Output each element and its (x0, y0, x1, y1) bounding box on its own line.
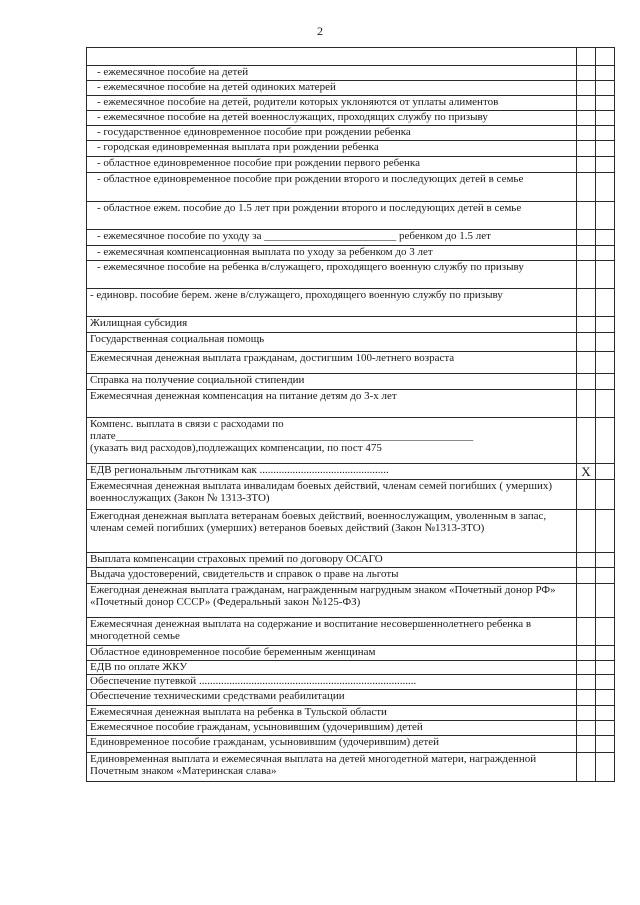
selection-checkbox-cell[interactable] (577, 230, 596, 246)
benefit-label: Ежегодная денежная выплата ветеранам боевых действий, военнослужащим, уволенным в запас, членам семей погибших (умерших) ветеранов боевых действий (Закон №1313-ЗТО) (87, 510, 577, 553)
selection-checkbox-cell[interactable] (577, 141, 596, 157)
selection-checkbox-cell[interactable] (577, 584, 596, 618)
blank-cell (596, 618, 615, 646)
table-row (87, 66, 615, 81)
benefit-label: ЕДВ региональным льготникам как ............................................... (87, 464, 577, 480)
selection-checkbox-cell[interactable]: X (577, 464, 596, 480)
table-row (87, 553, 615, 568)
blank-cell (596, 48, 615, 66)
benefit-label: - государственное единовременное пособие при рождении ребенка (87, 126, 577, 141)
benefit-label: Справка на получение социальной стипендии (87, 374, 577, 390)
blank-cell (596, 390, 615, 418)
selection-checkbox-cell[interactable] (577, 418, 596, 464)
selection-checkbox-cell[interactable] (577, 618, 596, 646)
selection-checkbox-cell[interactable] (577, 81, 596, 96)
table-row (87, 661, 615, 675)
blank-cell (596, 111, 615, 126)
table-row (87, 333, 615, 352)
benefit-label: Обеспечение путевкой ............................................................................... (87, 675, 577, 690)
benefit-label: Обеспечение техническими средствами реабилитации (87, 690, 577, 706)
table-row (87, 81, 615, 96)
selection-checkbox-cell[interactable] (577, 317, 596, 333)
benefit-label: Компенс. выплата в связи с расходами по плате_________________________________________________________________ (указать вид расходов),подлежащих компенсации, по пост 475 (87, 418, 577, 464)
table-row (87, 230, 615, 246)
selection-checkbox-cell[interactable] (577, 374, 596, 390)
benefit-label: Ежемесячное пособие гражданам, усыновившим (удочерившим) детей (87, 721, 577, 736)
benefit-label: - ежемесячная компенсационная выплата по уходу за ребенком до 3 лет (87, 246, 577, 261)
benefit-label: - ежемесячное пособие на детей, родители которых уклоняются от уплаты алиментов (87, 96, 577, 111)
selection-checkbox-cell[interactable] (577, 246, 596, 261)
blank-cell (596, 352, 615, 374)
selection-checkbox-cell[interactable] (577, 352, 596, 374)
blank-cell (596, 480, 615, 510)
benefit-label: Ежемесячная денежная выплата на содержание и воспитание несовершеннолетнего ребенка в многодетной семье (87, 618, 577, 646)
table-row (87, 736, 615, 753)
benefit-label: Ежемесячная денежная выплата гражданам, достигшим 100-летнего возраста (87, 352, 577, 374)
table-row (87, 418, 615, 464)
blank-cell (596, 317, 615, 333)
selection-checkbox-cell[interactable] (577, 721, 596, 736)
blank-cell (596, 753, 615, 782)
benefit-label: - областное единовременное пособие при рождении второго и последующих детей в семье (87, 173, 577, 202)
selection-checkbox-cell[interactable] (577, 753, 596, 782)
blank-cell (596, 646, 615, 661)
table-row (87, 390, 615, 418)
selection-checkbox-cell[interactable] (577, 173, 596, 202)
benefit-label: Областное единовременное пособие беременным женщинам (87, 646, 577, 661)
table-row (87, 111, 615, 126)
blank-cell (596, 246, 615, 261)
blank-cell (596, 81, 615, 96)
benefit-label: Выдача удостоверений, свидетельств и справок о праве на льготы (87, 568, 577, 584)
selection-checkbox-cell[interactable] (577, 736, 596, 753)
table-row (87, 646, 615, 661)
table-row (87, 246, 615, 261)
table-row (87, 618, 615, 646)
selection-checkbox-cell[interactable] (577, 706, 596, 721)
selection-checkbox-cell[interactable] (577, 675, 596, 690)
table-row (87, 374, 615, 390)
table-row (87, 753, 615, 782)
blank-cell (596, 202, 615, 230)
benefit-label: - областное ежем. пособие до 1.5 лет при рождении второго и последующих детей в семье (87, 202, 577, 230)
blank-cell (596, 661, 615, 675)
benefit-label: Единовременное пособие гражданам, усыновившим (удочерившим) детей (87, 736, 577, 753)
benefit-label: Единовременная выплата и ежемесячная выплата на детей многодетной матери, награжденной Почетным знаком «Материнская слава» (87, 753, 577, 782)
selection-checkbox-cell[interactable] (577, 661, 596, 675)
blank-cell (596, 553, 615, 568)
benefit-label: - единовр. пособие берем. жене в/служащего, проходящего военную службу по призыву (87, 289, 577, 317)
page-number: 2 (317, 24, 323, 38)
blank-cell (596, 464, 615, 480)
selection-checkbox-cell[interactable] (577, 553, 596, 568)
selection-checkbox-cell[interactable] (577, 126, 596, 141)
blank-cell (596, 690, 615, 706)
benefit-label: Ежемесячная денежная выплата на ребенка в Тульской области (87, 706, 577, 721)
selection-checkbox-cell[interactable] (577, 66, 596, 81)
blank-cell (596, 66, 615, 81)
benefit-label: - ежемесячное пособие по уходу за ________________________ ребенком до 1.5 лет (87, 230, 577, 246)
benefit-label: Ежемесячная денежная компенсация на питание детям до 3-х лет (87, 390, 577, 418)
benefits-table-body (87, 48, 615, 782)
selection-checkbox-cell[interactable] (577, 261, 596, 289)
table-row (87, 96, 615, 111)
selection-checkbox-cell[interactable] (577, 568, 596, 584)
blank-cell (596, 721, 615, 736)
benefit-label (87, 48, 577, 66)
blank-cell (596, 706, 615, 721)
table-row (87, 510, 615, 553)
blank-cell (596, 261, 615, 289)
blank-cell (596, 141, 615, 157)
blank-cell (596, 675, 615, 690)
table-row (87, 157, 615, 173)
blank-cell (596, 289, 615, 317)
blank-cell (596, 584, 615, 618)
table-row (87, 584, 615, 618)
benefit-label: - городская единовременная выплата при рождении ребенка (87, 141, 577, 157)
blank-cell (596, 173, 615, 202)
benefit-label: Жилищная субсидия (87, 317, 577, 333)
selection-checkbox-cell[interactable] (577, 690, 596, 706)
benefit-label: - ежемесячное пособие на детей (87, 66, 577, 81)
table-row (87, 706, 615, 721)
table-row (87, 675, 615, 690)
benefit-label: Выплата компенсации страховых премий по договору ОСАГО (87, 553, 577, 568)
table-row (87, 568, 615, 584)
table-row (87, 141, 615, 157)
selection-checkbox-cell[interactable] (577, 111, 596, 126)
selection-checkbox-cell[interactable] (577, 289, 596, 317)
benefit-label: Ежегодная денежная выплата гражданам, награжденным нагрудным знаком «Почетный донор РФ» «Почетный донор СССР» (Федеральный закон №125-ФЗ) (87, 584, 577, 618)
table-row (87, 480, 615, 510)
blank-cell (596, 96, 615, 111)
selection-checkbox-cell[interactable] (577, 96, 596, 111)
table-row (87, 202, 615, 230)
benefit-label: - ежемесячное пособие на детей военнослужащих, проходящих службу по призыву (87, 111, 577, 126)
selection-checkbox-cell[interactable] (577, 157, 596, 173)
benefits-table (86, 47, 615, 782)
table-row (87, 721, 615, 736)
selection-checkbox-cell[interactable] (577, 510, 596, 553)
blank-cell (596, 333, 615, 352)
blank-cell (596, 568, 615, 584)
benefit-label: ЕДВ по оплате ЖКУ (87, 661, 577, 675)
table-row (87, 352, 615, 374)
benefit-label: - ежемесячное пособие на ребенка в/служащего, проходящего военную службу по призыву (87, 261, 577, 289)
benefit-label: Ежемесячная денежная выплата инвалидам боевых действий, членам семей погибших ( умерших) военнослужащих (Закон № 1313-ЗТО) (87, 480, 577, 510)
blank-cell (596, 510, 615, 553)
benefit-label: - областное единовременное пособие при рождении первого ребенка (87, 157, 577, 173)
selection-checkbox-cell[interactable] (577, 202, 596, 230)
blank-cell (596, 157, 615, 173)
table-row (87, 289, 615, 317)
blank-cell (596, 418, 615, 464)
table-row (87, 173, 615, 202)
blank-cell (596, 230, 615, 246)
blank-cell (596, 126, 615, 141)
benefit-label: Государственная социальная помощь (87, 333, 577, 352)
selection-checkbox-cell[interactable] (577, 48, 596, 66)
blank-cell (596, 736, 615, 753)
selection-checkbox-cell[interactable] (577, 480, 596, 510)
selection-checkbox-cell[interactable] (577, 646, 596, 661)
selection-checkbox-cell[interactable] (577, 390, 596, 418)
table-row (87, 690, 615, 706)
blank-cell (596, 374, 615, 390)
selection-checkbox-cell[interactable] (577, 333, 596, 352)
table-row (87, 261, 615, 289)
benefit-label: - ежемесячное пособие на детей одиноких матерей (87, 81, 577, 96)
table-row (87, 48, 615, 66)
table-row (87, 464, 615, 480)
table-row (87, 126, 615, 141)
table-row (87, 317, 615, 333)
